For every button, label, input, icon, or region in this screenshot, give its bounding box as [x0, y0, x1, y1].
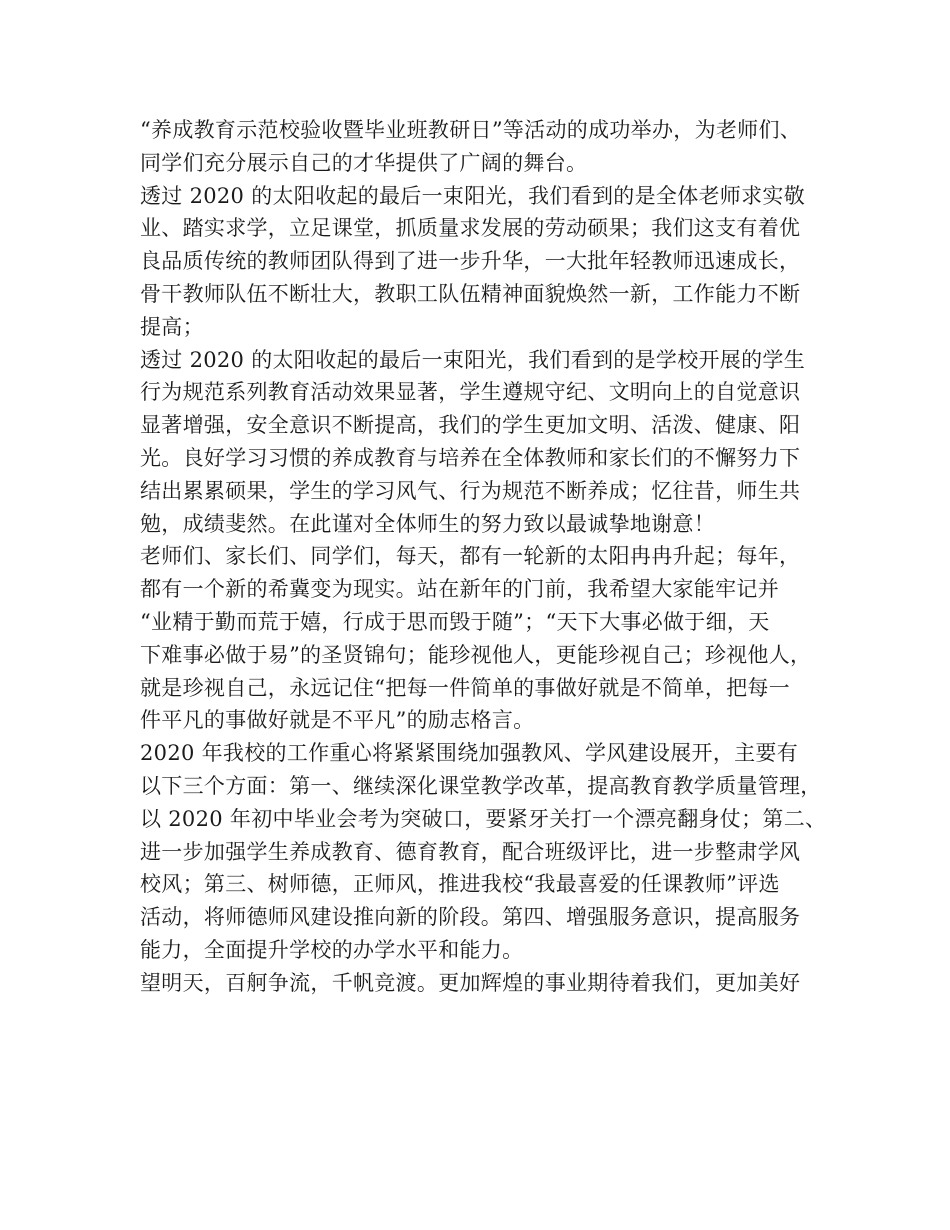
text-line: 校风；第三、树师德，正师风，推进我校“我最喜爱的任课教师”评选	[140, 872, 780, 897]
text-line: 骨干教师队伍不断壮大，教职工队伍精神面貌焕然一新，工作能力不断	[140, 281, 801, 306]
text-line: 同学们充分展示自己的才华提供了广阔的舞台。	[140, 150, 588, 175]
text-line: 透过 2020 的太阳收起的最后一束阳光，我们看到的是全体老师求实敬	[140, 183, 805, 208]
text-line: 就是珍视自己，永远记住“把每一件简单的事做好就是不简单，把每一	[140, 675, 791, 700]
text-line: 件平凡的事做好就是不平凡”的励志格言。	[140, 708, 535, 733]
text-line: 光。良好学习习惯的养成教育与培养在全体教师和家长们的不懈努力下	[140, 445, 801, 470]
text-line: 活动，将师德师风建设推向新的阶段。第四、增强服务意识，提高服务	[140, 905, 801, 930]
text-line: 行为规范系列教育活动效果显著，学生遵规守纪、文明向上的自觉意识	[140, 380, 801, 405]
text-line: 能力，全面提升学校的办学水平和能力。	[140, 937, 524, 962]
text-line: “养成教育示范校验收暨毕业班教研日”等活动的成功举办，为老师们、	[140, 118, 802, 142]
body-text	[140, 114, 830, 1000]
text-line: 老师们、家长们、同学们，每天，都有一轮新的太阳冉冉升起；每年，	[140, 544, 801, 569]
text-line: 显著增强，安全意识不断提高，我们的学生更加文明、活泼、健康、阳	[140, 413, 801, 438]
text-line: 良品质传统的教师团队得到了进一步升华，一大批年轻教师迅速成长，	[140, 249, 801, 274]
text-line: 透过 2020 的太阳收起的最后一束阳光，我们看到的是学校开展的学生	[140, 347, 805, 372]
text-line: “业精于勤而荒于嬉，行成于思而毁于随”；“天下大事必做于细，天	[140, 609, 770, 634]
text-line: 2020 年我校的工作重心将紧紧围绕加强教风、学风建设展开，主要有	[140, 741, 799, 766]
text-line: 业、踏实求学，立足课堂，抓质量求发展的劳动硕果；我们这支有着优	[140, 216, 801, 241]
text-line: 结出累累硕果，学生的学习风气、行为规范不断养成；忆往昔，师生共	[140, 478, 801, 503]
text-line: 提高；	[140, 314, 204, 339]
text-line: 下难事必做于易”的圣贤锦句；能珍视他人，更能珍视自己；珍视他人，	[140, 642, 812, 667]
text-line: 以 2020 年初中毕业会考为突破口，要紧牙关打一个漂亮翻身仗；第二、	[140, 806, 827, 831]
text-line: 勉，成绩斐然。在此谨对全体师生的努力致以最诚挚地谢意！	[140, 511, 716, 536]
text-line: 望明天，百舸争流，千帆竞渡。更加辉煌的事业期待着我们，更加美好	[140, 970, 801, 995]
text-line: 以下三个方面：第一、继续深化课堂教学改革，提高教育教学质量管理，	[140, 773, 822, 798]
text-line: 进一步加强学生养成教育、德育教育，配合班级评比，进一步整肃学风	[140, 839, 801, 864]
text-line: 都有一个新的希冀变为现实。站在新年的门前，我希望大家能牢记并	[140, 577, 779, 602]
